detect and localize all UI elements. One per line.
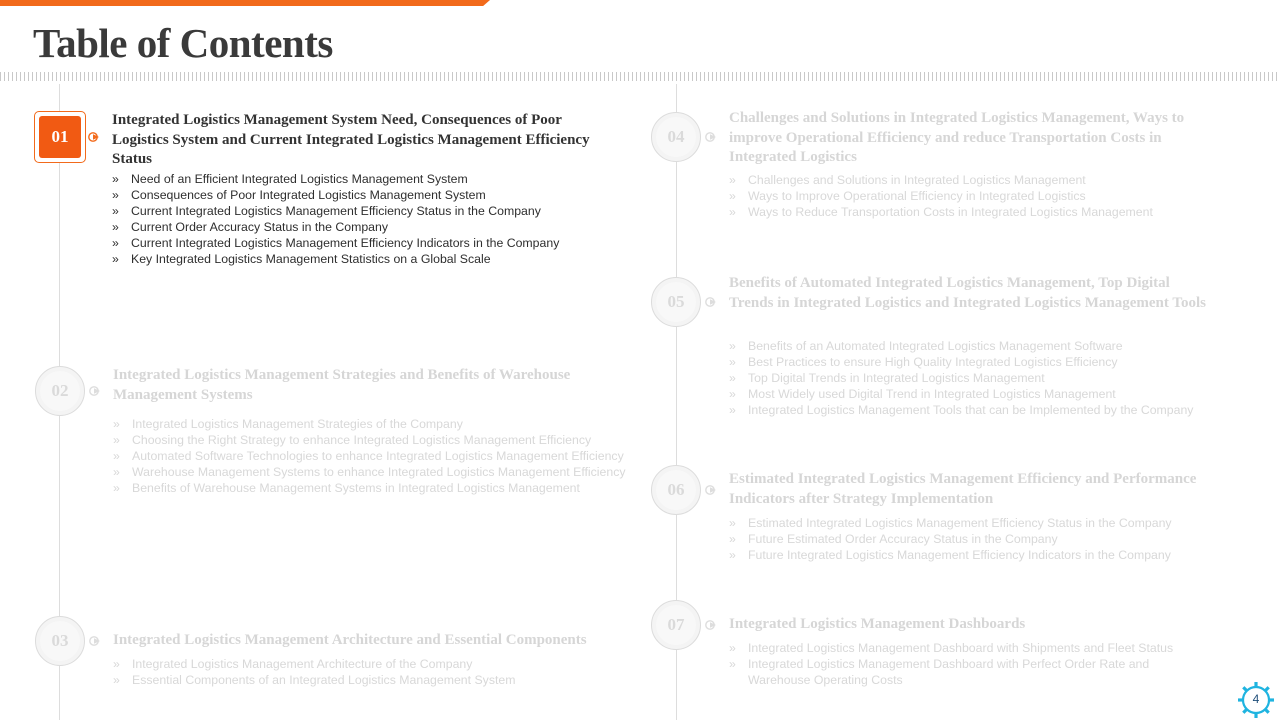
section-heading: Integrated Logistics Management Architecture and Essential Components (113, 632, 587, 648)
list-item: » Integrated Logistics Management Dashboard with Shipments and Fleet Status (729, 640, 1199, 656)
section-items (729, 338, 1249, 418)
list-item: » Estimated Integrated Logistics Management Efficiency Status in the Company (729, 515, 1249, 531)
list-item: » Current Integrated Logistics Management Efficiency Status in the Company (112, 203, 612, 219)
section-number-badge: 04 (651, 112, 701, 162)
arrow-pointer-icon (704, 130, 718, 144)
arrow-pointer-icon (87, 130, 101, 144)
section-items (729, 515, 1249, 563)
arrow-pointer-icon (704, 618, 718, 632)
page-number-badge (1236, 680, 1276, 720)
arrow-pointer-icon (88, 634, 102, 648)
arrow-pointer-icon (88, 384, 102, 398)
list-item: » Warehouse Management Systems to enhance Integrated Logistics Management Efficiency (113, 464, 633, 480)
section-items (112, 171, 612, 267)
section-number-badge: 02 (35, 366, 85, 416)
toc-section-03[interactable] (35, 616, 635, 696)
top-accent-bar (0, 0, 490, 6)
list-item: » Future Estimated Order Accuracy Status in the Company (729, 531, 1249, 547)
list-item: » Ways to Improve Operational Efficiency in Integrated Logistics (729, 188, 1229, 204)
section-heading: Integrated Logistics Management Strategies and Benefits of Warehouse Management Systems (113, 367, 571, 403)
section-items (113, 416, 633, 496)
list-item: » Integrated Logistics Management Dashboard with Perfect Order Rate and Warehouse Operating Costs (729, 656, 1199, 688)
list-item: » Ways to Reduce Transportation Costs in Integrated Logistics Management (729, 204, 1229, 220)
section-heading: Integrated Logistics Management System Need, Consequences of Poor Logistics System and Current Integrated Logistics Management Efficiency Status (112, 112, 590, 167)
list-item: » Top Digital Trends in Integrated Logistics Management (729, 370, 1249, 386)
section-items (729, 640, 1199, 688)
list-item: » Automated Software Technologies to enhance Integrated Logistics Management Efficiency (113, 448, 633, 464)
section-items (729, 172, 1229, 220)
list-item: » Choosing the Right Strategy to enhance Integrated Logistics Management Efficiency (113, 432, 633, 448)
section-items (113, 656, 633, 688)
list-item: » Essential Components of an Integrated Logistics Management System (113, 672, 633, 688)
list-item: » Challenges and Solutions in Integrated Logistics Management (729, 172, 1229, 188)
toc-section-04[interactable] (651, 109, 1251, 229)
toc-section-01[interactable] (34, 111, 604, 271)
list-item: » Consequences of Poor Integrated Logistics Management System (112, 187, 612, 203)
list-item: » Future Integrated Logistics Management Efficiency Indicators in the Company (729, 547, 1249, 563)
list-item: » Key Integrated Logistics Management Statistics on a Global Scale (112, 251, 612, 267)
list-item: » Best Practices to ensure High Quality Integrated Logistics Efficiency (729, 354, 1249, 370)
page-title: Table of Contents (33, 20, 333, 66)
section-heading: Integrated Logistics Management Dashboards (729, 616, 1026, 632)
section-number-badge: 07 (651, 600, 701, 650)
page-number: 4 (1252, 692, 1260, 706)
toc-section-07[interactable] (651, 600, 1251, 690)
list-item: » Current Integrated Logistics Management Efficiency Indicators in the Company (112, 235, 612, 251)
section-heading: Estimated Integrated Logistics Management Efficiency and Performance Indicators after Strategy Implementation (729, 471, 1197, 507)
arrow-pointer-icon (704, 483, 718, 497)
list-item: » Integrated Logistics Management Architecture of the Company (113, 656, 633, 672)
hatch-divider (0, 72, 1280, 81)
list-item: » Integrated Logistics Management Strategies of the Company (113, 416, 633, 432)
section-heading: Challenges and Solutions in Integrated Logistics Management, Ways to improve Operational Efficiency and reduce Transportation Costs in Integrated Logistics (729, 110, 1185, 165)
toc-section-05[interactable] (651, 274, 1251, 424)
list-item: » Integrated Logistics Management Tools that can be Implemented by the Company (729, 402, 1249, 418)
toc-section-02[interactable] (35, 366, 635, 536)
list-item: » Benefits of an Automated Integrated Logistics Management Software (729, 338, 1249, 354)
section-number-badge: 03 (35, 616, 85, 666)
section-number-badge: 01 (34, 111, 86, 163)
list-item: » Need of an Efficient Integrated Logistics Management System (112, 171, 612, 187)
section-number-badge: 06 (651, 465, 701, 515)
section-heading: Benefits of Automated Integrated Logistics Management, Top Digital Trends in Integrated Logistics and Integrated Logistics Management Tools (729, 275, 1206, 311)
section-number-badge: 05 (651, 277, 701, 327)
list-item: » Most Widely used Digital Trend in Integrated Logistics Management (729, 386, 1249, 402)
arrow-pointer-icon (704, 295, 718, 309)
list-item: » Benefits of Warehouse Management Systems in Integrated Logistics Management (113, 480, 633, 496)
list-item: » Current Order Accuracy Status in the Company (112, 219, 612, 235)
toc-section-06[interactable] (651, 464, 1251, 574)
